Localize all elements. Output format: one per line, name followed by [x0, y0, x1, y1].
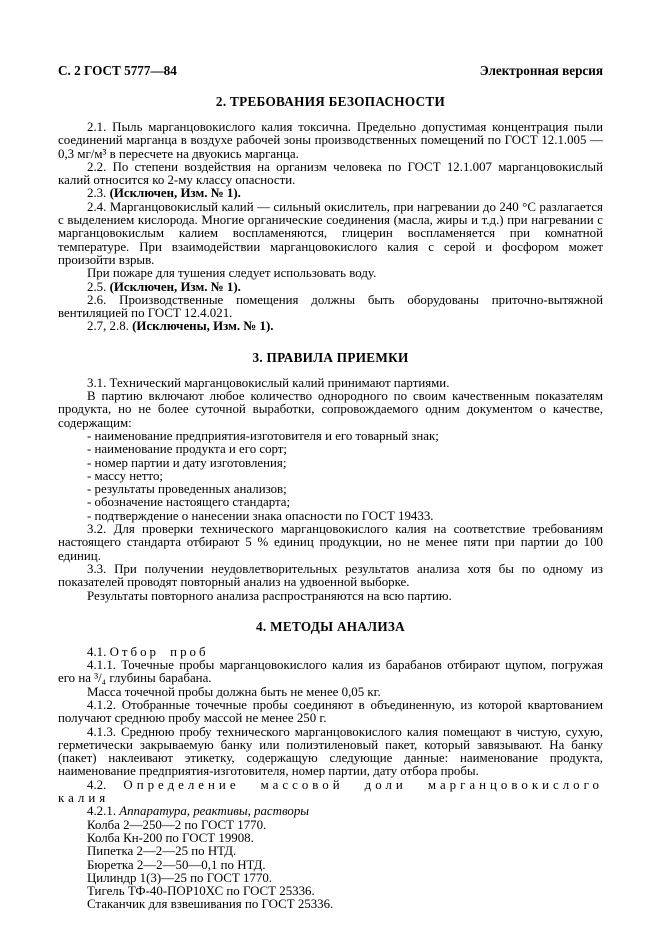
paragraph-2-1: 2.1. Пыль марганцовокислого калия токсична. Предельно допустимая концентрация пыли соединений марганца в воздухе рабочей зоны производственных помещений по ГОСТ 12.1.005 — 0,3 мг/м³ в пересчете на двуокись марганца.	[58, 120, 603, 161]
paragraph-4-1-2: 4.1.2. Отобранные точечные пробы соединяют в объединенную, из которой квартованием получают среднюю пробу массой не менее 250 г.	[58, 697, 603, 726]
paragraph-2-7-excluded-note: (Исключены, Изм. № 1).	[132, 319, 274, 334]
paragraph-2-3	[58, 187, 603, 200]
list-item-danger-sign: - подтверждение о нанесении знака опасности по ГОСТ 19433.	[87, 508, 434, 523]
paragraph-2-5-excluded-note: (Исключен, Изм. № 1).	[109, 279, 241, 294]
paragraph-2-7-number: 2.7, 2.8.	[87, 319, 133, 334]
paragraph-4-2-1	[58, 805, 603, 818]
paragraph-2-5	[58, 281, 603, 294]
section-3-title: 3. ПРАВИЛА ПРИЕМКИ	[252, 349, 409, 365]
paragraph-2-6: 2.6. Производственные помещения должны быть оборудованы приточно-вытяжной вентиляцией по ГОСТ 12.4.021.	[58, 292, 603, 321]
running-header	[58, 64, 603, 78]
paragraph-3-1-batch: В партию включают любое количество однородного по своим качественным показателям продукта, но не более суточной выработки, сопровождаемого одним документом о качестве, содержащим:	[58, 389, 603, 430]
section-2-title: 2. ТРЕБОВАНИЯ БЕЗОПАСНОСТИ	[215, 94, 446, 109]
list-item-manufacturer: - наименование предприятия-изготовителя и его товарный знак;	[87, 428, 439, 443]
paragraph-2-4: 2.4. Марганцовокислый калий — сильный окислитель, при нагревании до 240 °С разлагается с выделением кислорода. Многие органические соединения (масла, жиры и т.д.) при нагревании с марганцовокислым калием воспламеняются, глицерин воспламеняется при комнатной температуре. При взаимодействии марганцовокислого калия с серой и фосфором может произойти взрыв.	[58, 199, 603, 267]
page-content	[58, 64, 603, 912]
paragraph-4-2-spaced-title: Определение массовой доли марганцовокислого калия	[58, 777, 603, 806]
header-page-number: С. 2 ГОСТ 5777—84	[58, 63, 177, 78]
paragraph-2-3-number: 2.3.	[87, 186, 110, 201]
section-4-title: 4. МЕТОДЫ АНАЛИЗА	[256, 618, 405, 634]
paragraph-4-1-1-mass: Масса точечной пробы должна быть не менее 0,05 кг.	[87, 684, 381, 699]
apparatus-item-pipette: Пипетка 2—2—25 по НТД.	[87, 844, 237, 859]
paragraph-3-3: 3.3. При получении неудовлетворительных результатов анализа хотя бы по одному из показателей проводят повторный анализ на удвоенной выборке.	[58, 561, 603, 590]
paragraph-4-2-heading	[58, 779, 603, 806]
paragraph-4-1-number: 4.1.	[87, 644, 110, 659]
paragraph-3-1: 3.1. Технический марганцовокислый калий принимают партиями.	[87, 375, 450, 390]
list-item-net-mass: - массу нетто;	[87, 468, 163, 483]
paragraph-4-2-1-apparatus-title: Аппаратура, реактивы, растворы	[119, 804, 310, 819]
paragraph-4-2-number: 4.2.	[87, 777, 124, 792]
apparatus-item-flask-19908: Колба Кн-200 по ГОСТ 19908.	[87, 830, 254, 845]
paragraph-3-3-results: Результаты повторного анализа распространяются на всю партию.	[87, 588, 452, 603]
header-version-label: Электронная версия	[479, 63, 603, 78]
paragraph-3-2: 3.2. Для проверки технического марганцовокислого калия на соответствие требованиям настоящего стандарта отбирают 5 % единиц продукции, но не менее пяти при партии до 100 единиц.	[58, 522, 603, 563]
paragraph-4-1-spaced-title: Отбор проб	[109, 644, 209, 659]
paragraph-4-1-1: 4.1.1. Точечные пробы марганцовокислого калия из барабанов отбирают щупом, погружая его на ³/₄ глубины барабана.	[58, 658, 603, 686]
paragraph-4-2-1-number: 4.2.1.	[87, 804, 120, 819]
apparatus-item-crucible: Тигель ТФ-40-ПОР10ХС по ГОСТ 25336.	[87, 884, 315, 899]
list-item-product-name: - наименование продукта и его сорт;	[87, 442, 288, 457]
list-item-standard-designation: - обозначение настоящего стандарта;	[87, 495, 291, 510]
apparatus-item-burette: Бюретка 2—2—50—0,1 по НТД.	[87, 857, 266, 872]
paragraph-2-7-2-8	[58, 320, 603, 333]
apparatus-item-cylinder: Цилиндр 1(3)—25 по ГОСТ 1770.	[87, 870, 273, 885]
paragraph-2-5-number: 2.5.	[87, 279, 110, 294]
paragraph-4-1-heading	[58, 646, 603, 659]
paragraph-4-1-3: 4.1.3. Среднюю пробу технического марганцовокислого калия помещают в чистую, сухую, герметически закрываемую банку или полиэтиленовый пакет, который завязывают. На банку (пакет) наклеивают этикетку, содержащую следующие данные: наименование продукта, наименование предприятия-изготовителя, номер партии, дату отбора пробы.	[58, 724, 603, 779]
paragraph-2-3-excluded-note: (Исключен, Изм. № 1).	[109, 186, 241, 201]
apparatus-item-flask-1770: Колба 2—250—2 по ГОСТ 1770.	[87, 817, 267, 832]
list-item-batch-number: - номер партии и дату изготовления;	[87, 455, 287, 470]
paragraph-2-4-fire-note: При пожаре для тушения следует использовать воду.	[87, 266, 377, 281]
apparatus-item-weighing-cup: Стаканчик для взвешивания по ГОСТ 25336.	[87, 897, 334, 912]
list-item-analysis-results: - результаты проведенных анализов;	[87, 482, 287, 497]
paragraph-2-2: 2.2. По степени воздействия на организм человека по ГОСТ 12.1.007 марганцовокислый калий относится ко 2-му классу опасности.	[58, 159, 603, 188]
